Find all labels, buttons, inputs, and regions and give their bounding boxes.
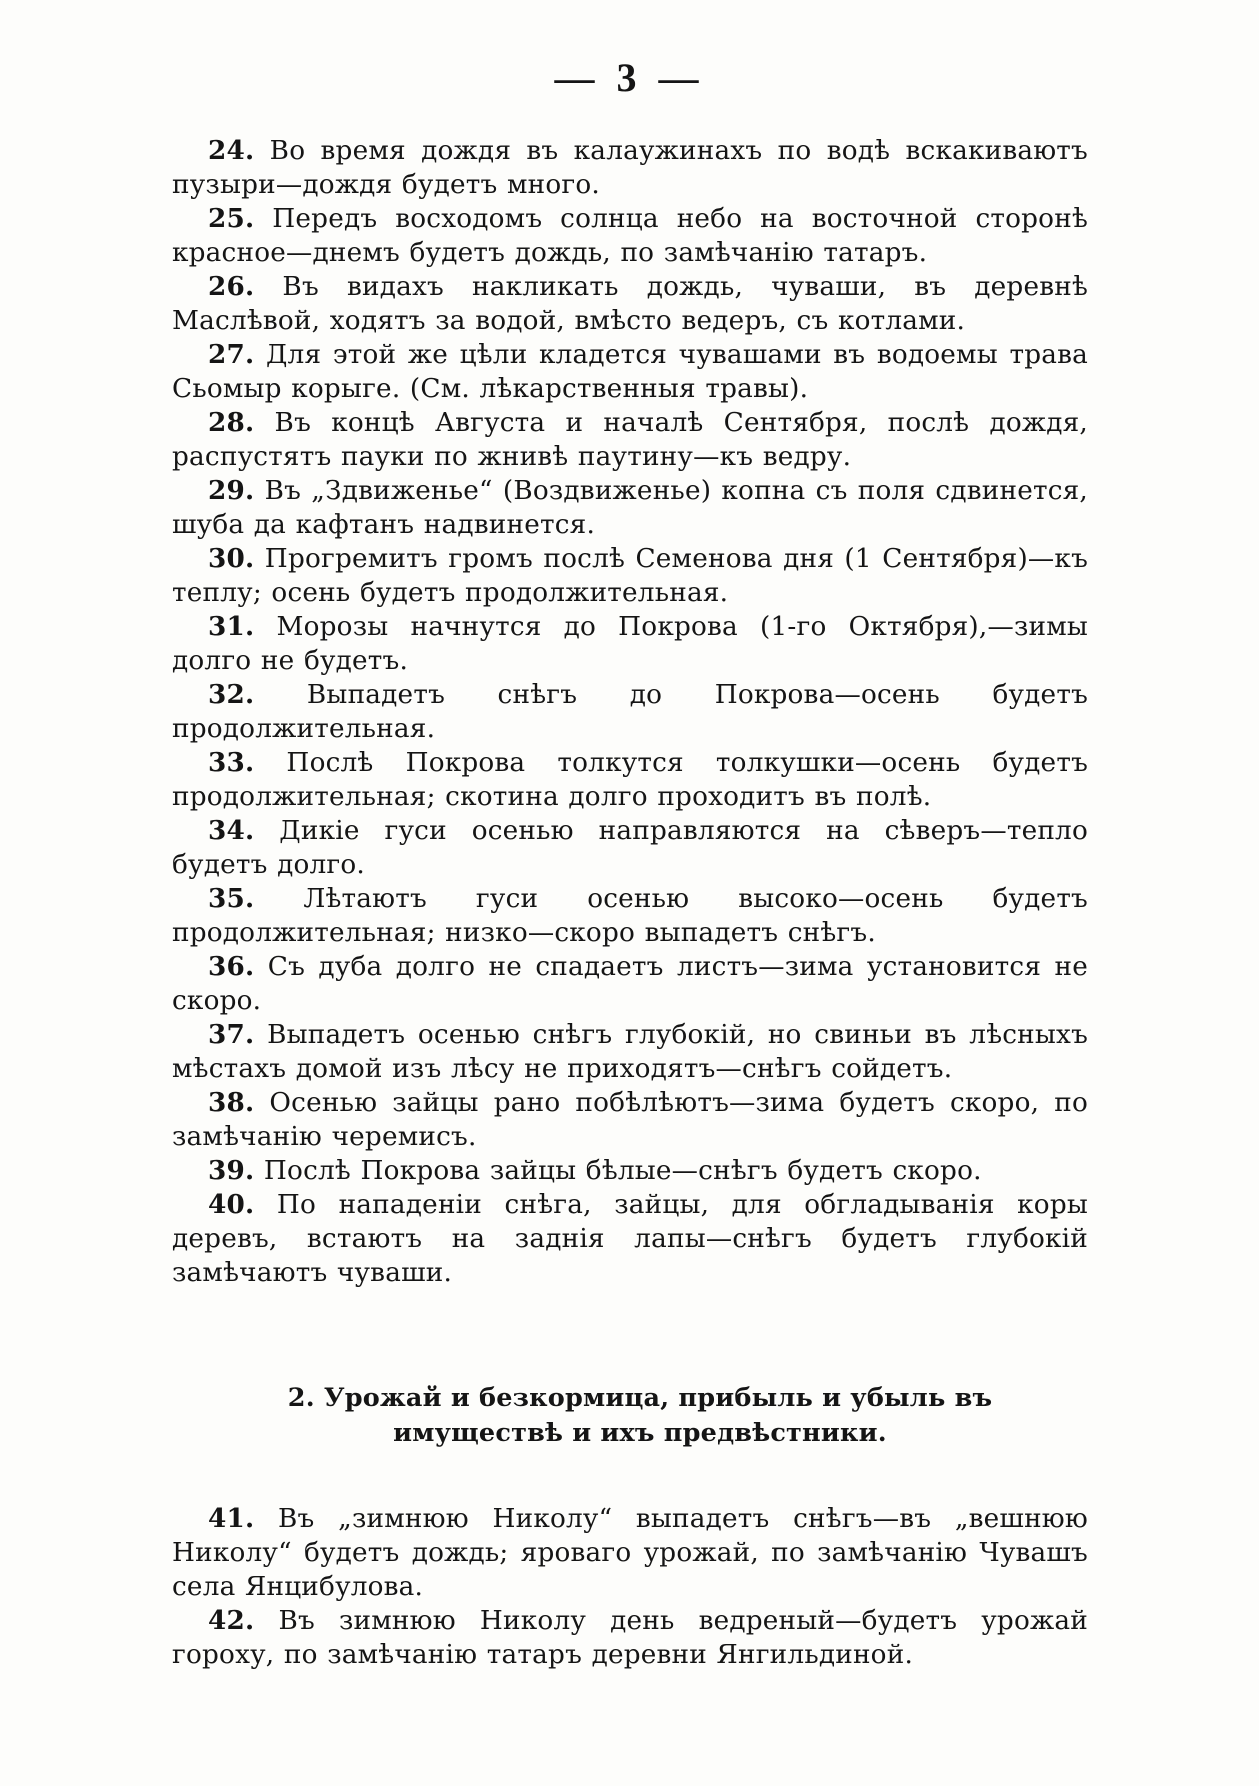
entry-28 [172, 406, 1088, 474]
entry-number: 28. [208, 407, 255, 438]
entry-number: 33. [208, 747, 255, 778]
entry-number: 41. [208, 1503, 255, 1534]
entry-37 [172, 1018, 1088, 1086]
entry-32 [172, 678, 1088, 746]
entry-text: Въ зимнюю Николу день ведреный—будетъ урожай гороху, по замѣчанію татаръ деревни Янгильдиной. [172, 1606, 1088, 1670]
entry-number: 40. [208, 1189, 255, 1220]
entry-number: 34. [208, 815, 255, 846]
entry-31 [172, 610, 1088, 678]
section-heading: 2. Урожай и безкормица, прибыль и убыль въ имуществѣ и ихъ предвѣстники. [287, 1383, 993, 1448]
entry-33 [172, 746, 1088, 814]
entry-number: 26. [208, 271, 255, 302]
entry-text: Выпадетъ снѣгъ до Покрова—осень будетъ продолжительная. [172, 680, 1088, 744]
entry-number: 36. [208, 951, 255, 982]
entry-40 [172, 1188, 1088, 1290]
entry-42 [172, 1604, 1088, 1672]
entry-number: 31. [208, 611, 255, 642]
entry-26 [172, 270, 1088, 338]
entries-block-harvest [172, 1502, 1088, 1672]
entry-number: 24. [208, 135, 255, 166]
entries-block-weather [172, 134, 1088, 1290]
entry-text: Морозы начнутся до Покрова (1-го Октября),—зимы долго не будетъ. [172, 612, 1088, 676]
entry-text: Во время дождя въ калаужинахъ по водѣ вскакиваютъ пузыри—дождя будетъ много. [172, 136, 1088, 200]
entry-34 [172, 814, 1088, 882]
entry-39 [172, 1154, 1088, 1188]
entry-number: 37. [208, 1019, 255, 1050]
entry-36 [172, 950, 1088, 1018]
entry-number: 35. [208, 883, 255, 914]
entry-35 [172, 882, 1088, 950]
entry-text: Въ видахъ накликать дождь, чуваши, въ деревнѣ Маслѣвой, ходятъ за водой, вмѣсто ведеръ, съ котлами. [172, 272, 1088, 336]
entry-30 [172, 542, 1088, 610]
entry-text: Прогремитъ громъ послѣ Семенова дня (1 Сентября)—къ теплу; осень будетъ продолжительная. [172, 544, 1088, 608]
entry-text: Передъ восходомъ солнца небо на восточной сторонѣ красное—днемъ будетъ дождь, по замѣчанію татаръ. [172, 204, 1088, 268]
entry-text: Въ „зимнюю Николу“ выпадетъ снѣгъ—въ „вешнюю Николу“ будетъ дождь; яроваго урожай, по замѣчанію Чувашъ села Янцибулова. [172, 1504, 1088, 1602]
entry-number: 30. [208, 543, 255, 574]
entry-29 [172, 474, 1088, 542]
entry-text: Въ концѣ Августа и началѣ Сентября, послѣ дождя, распустятъ пауки по жнивѣ паутину—къ ведру. [172, 408, 1088, 472]
entry-number: 25. [208, 203, 255, 234]
entry-text: Осенью зайцы рано побѣлѣютъ—зима будетъ скоро, по замѣчанію черемисъ. [172, 1088, 1088, 1152]
entry-text: Выпадетъ осенью снѣгъ глубокій, но свиньи въ лѣсныхъ мѣстахъ домой изъ лѣсу не приходятъ—снѣгъ сойдетъ. [172, 1020, 1088, 1084]
entry-text: Съ дуба долго не спадаетъ листъ—зима установится не скоро. [172, 952, 1088, 1016]
entry-number: 39. [208, 1155, 255, 1186]
entry-text: Послѣ Покрова зайцы бѣлые—снѣгъ будетъ скоро. [254, 1156, 982, 1186]
entry-text: Лѣтаютъ гуси осенью высоко—осень будетъ продолжительная; низко—скоро выпадетъ снѣгъ. [172, 884, 1088, 948]
entry-text: Дикіе гуси осенью направляются на сѣверъ—тепло будетъ долго. [172, 816, 1088, 880]
entry-number: 32. [208, 679, 255, 710]
entry-number: 29. [208, 475, 255, 506]
entry-number: 27. [208, 339, 255, 370]
page-number: — 3 — [554, 55, 705, 100]
entry-25 [172, 202, 1088, 270]
entry-text: Для этой же цѣли кладется чувашами въ водоемы трава Сьомыр корыге. (См. лѣкарственныя травы). [172, 340, 1088, 404]
entry-24 [172, 134, 1088, 202]
entry-text: Въ „Здвиженье“ (Воздвиженье) копна съ поля сдвинется, шуба да кафтанъ надвинется. [172, 476, 1088, 540]
entry-text: Послѣ Покрова толкутся толкушки—осень будетъ продолжительная; скотина долго проходитъ въ полѣ. [172, 748, 1088, 812]
entry-27 [172, 338, 1088, 406]
entry-41 [172, 1502, 1088, 1604]
entry-number: 42. [208, 1605, 255, 1636]
entry-38 [172, 1086, 1088, 1154]
entry-text: По нападеніи снѣга, зайцы, для обгладыванія коры деревъ, встаютъ на заднія лапы—снѣгъ будетъ глубокій замѣчаютъ чуваши. [172, 1190, 1088, 1288]
entry-number: 38. [208, 1087, 255, 1118]
